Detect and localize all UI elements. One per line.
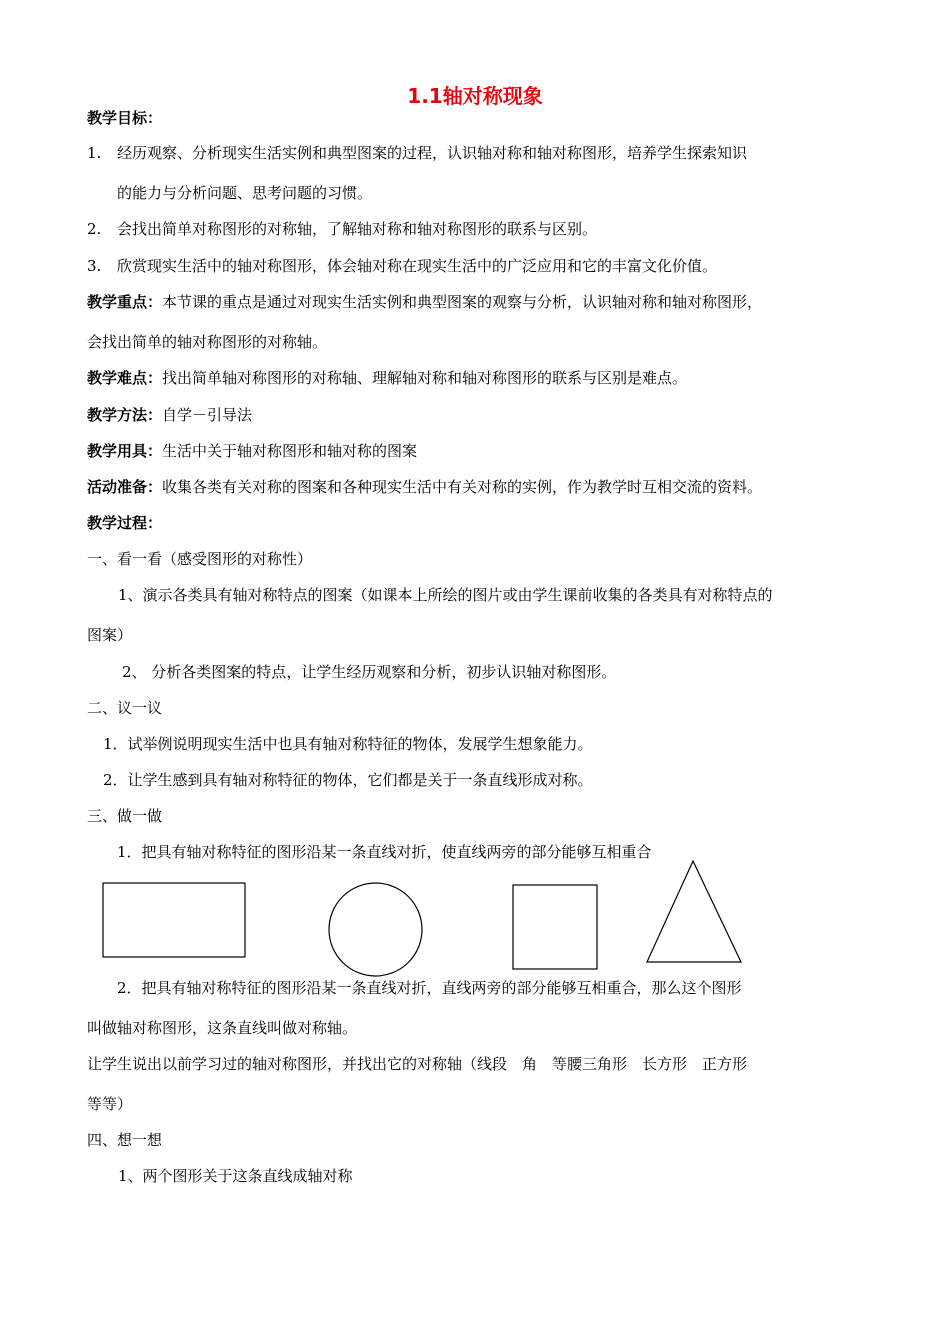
section-3-item-1: 1．把具有轴对称特征的图形沿某一条直线对折，使直线两旁的部分能够互相重合 (117, 843, 652, 861)
key-points (87, 292, 762, 312)
tools-label: 教学用具： (87, 442, 163, 460)
circle-figure (328, 882, 424, 978)
difficulty (87, 368, 687, 388)
section-3-item-2: 2．把具有轴对称特征的图形沿某一条直线对折，直线两旁的部分能够互相重合，那么这个图形 (117, 979, 742, 997)
objective-1-number: 1. (87, 144, 102, 162)
objective-1-text: 经历观察、分析现实生活实例和典型图案的过程，认识轴对称和轴对称图形，培养学生探索知识 (117, 144, 748, 162)
objective-1-text-cont: 的能力与分析问题、思考问题的习惯。 (117, 184, 373, 202)
objective-2-number: 2. (87, 220, 102, 238)
method-text: 自学－引导法 (162, 406, 253, 424)
section-2-heading: 二、议一议 (87, 699, 163, 717)
page-title: 1.1轴对称现象 (407, 84, 543, 108)
section-2-item-2: 2．让学生感到具有轴对称特征的物体，它们都是关于一条直线形成对称。 (103, 771, 593, 789)
section-4-item-1: 1、两个图形关于这条直线成轴对称 (118, 1167, 353, 1185)
difficulty-text: 找出简单轴对称图形的对称轴、理解轴对称和轴对称图形的联系与区别是难点。 (162, 369, 688, 387)
preparation-text: 收集各类有关对称的图案和各种现实生活中有关对称的实例，作为教学时互相交流的资料。 (162, 478, 763, 496)
objectives-heading: 教学目标： (87, 109, 163, 127)
section-3-item-2-cont: 叫做轴对称图形，这条直线叫做对称轴。 (87, 1019, 358, 1037)
tools-text: 生活中关于轴对称图形和轴对称的图案 (162, 442, 418, 460)
section-1-item-1-cont: 图案） (87, 626, 133, 644)
preparation (87, 477, 762, 497)
objective-2-text: 会找出简单对称图形的对称轴，了解轴对称和轴对称图形的联系与区别。 (117, 220, 598, 238)
preparation-label: 活动准备： (87, 478, 163, 496)
process-heading: 教学过程： (87, 514, 163, 532)
section-1-item-1: 1、演示各类具有轴对称特点的图案（如课本上所绘的图片或由学生课前收集的各类具有对称特点的 (118, 586, 773, 604)
key-points-text-cont: 会找出简单的轴对称图形的对称轴。 (87, 333, 328, 351)
key-points-text: 本节课的重点是通过对现实生活实例和典型图案的观察与分析，认识轴对称和轴对称图形， (162, 293, 763, 311)
section-4-heading: 四、想一想 (87, 1131, 163, 1149)
section-1-item-2: 2、 分析各类图案的特点，让学生经历观察和分析，初步认识轴对称图形。 (122, 663, 617, 681)
key-points-label: 教学重点： (87, 293, 163, 311)
rectangle-figure (102, 882, 246, 958)
section-1-heading: 一、看一看（感受图形的对称性） (87, 550, 313, 568)
difficulty-label: 教学难点： (87, 369, 163, 387)
method-label: 教学方法： (87, 406, 163, 424)
triangle-figure (646, 860, 742, 964)
objective-3-text: 欣赏现实生活中的轴对称图形，体会轴对称在现实生活中的广泛应用和它的丰富文化价值。 (117, 257, 718, 275)
section-2-item-1: 1．试举例说明现实生活中也具有轴对称特征的物体，发展学生想象能力。 (103, 735, 593, 753)
method (87, 405, 252, 425)
square-figure (512, 884, 598, 970)
tools (87, 441, 417, 461)
section-3-note-cont: 等等） (87, 1095, 133, 1113)
section-3-note: 让学生说出以前学习过的轴对称图形，并找出它的对称轴（线段 角 等腰三角形 长方形 正方形 (87, 1055, 748, 1073)
section-3-heading: 三、做一做 (87, 807, 163, 825)
objective-3-number: 3. (87, 257, 102, 275)
